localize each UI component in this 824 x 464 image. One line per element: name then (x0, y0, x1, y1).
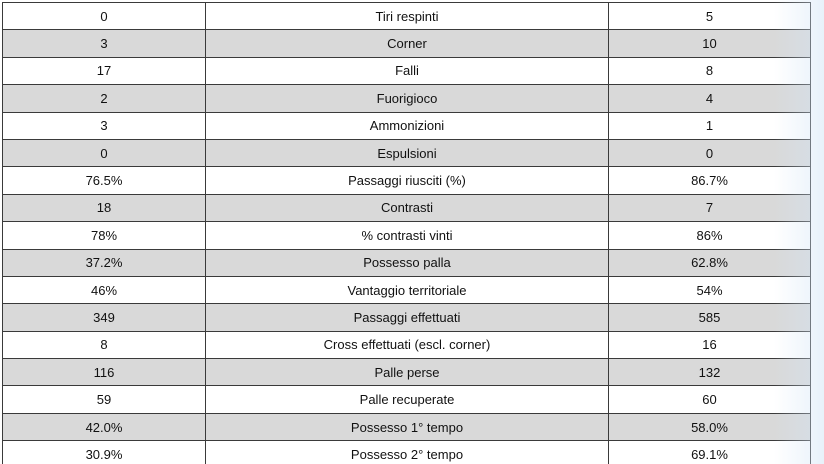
stat-label: Possesso 1° tempo (206, 413, 609, 440)
stat-label: Possesso 2° tempo (206, 441, 609, 464)
stat-label: Tiri respinti (206, 3, 609, 30)
table-row (3, 331, 811, 358)
home-value: 30.9% (3, 441, 206, 464)
table-row (3, 386, 811, 413)
away-value: 10 (609, 30, 811, 57)
table-row (3, 249, 811, 276)
away-value: 86.7% (609, 167, 811, 194)
table-row (3, 85, 811, 112)
away-value: 585 (609, 304, 811, 331)
stat-label: Possesso palla (206, 249, 609, 276)
stat-label: Palle perse (206, 359, 609, 386)
table-row (3, 413, 811, 440)
stat-label: Espulsioni (206, 139, 609, 166)
away-value: 4 (609, 85, 811, 112)
home-value: 2 (3, 85, 206, 112)
table-row (3, 112, 811, 139)
home-value: 3 (3, 112, 206, 139)
table-row (3, 30, 811, 57)
table-row (3, 167, 811, 194)
stat-label: Ammonizioni (206, 112, 609, 139)
table-row (3, 276, 811, 303)
away-value: 7 (609, 194, 811, 221)
away-value: 1 (609, 112, 811, 139)
stat-label: Cross effettuati (escl. corner) (206, 331, 609, 358)
home-value: 116 (3, 359, 206, 386)
away-value: 86% (609, 222, 811, 249)
home-value: 8 (3, 331, 206, 358)
table-row (3, 194, 811, 221)
home-value: 3 (3, 30, 206, 57)
home-value: 18 (3, 194, 206, 221)
table-row (3, 3, 811, 30)
table-row (3, 222, 811, 249)
stat-label: Passaggi riusciti (%) (206, 167, 609, 194)
table-row (3, 139, 811, 166)
table-row (3, 57, 811, 84)
away-value: 0 (609, 139, 811, 166)
table-row (3, 359, 811, 386)
home-value: 42.0% (3, 413, 206, 440)
away-value: 16 (609, 331, 811, 358)
home-value: 0 (3, 139, 206, 166)
away-value: 54% (609, 276, 811, 303)
home-value: 46% (3, 276, 206, 303)
home-value: 76.5% (3, 167, 206, 194)
stat-label: Palle recuperate (206, 386, 609, 413)
home-value: 78% (3, 222, 206, 249)
away-value: 69.1% (609, 441, 811, 464)
home-value: 349 (3, 304, 206, 331)
stat-label: % contrasti vinti (206, 222, 609, 249)
stat-label: Contrasti (206, 194, 609, 221)
stat-label: Vantaggio territoriale (206, 276, 609, 303)
away-value: 58.0% (609, 413, 811, 440)
away-value: 5 (609, 3, 811, 30)
table-row (3, 441, 811, 464)
stat-label: Falli (206, 57, 609, 84)
home-value: 17 (3, 57, 206, 84)
away-value: 8 (609, 57, 811, 84)
stat-label: Fuorigioco (206, 85, 609, 112)
stat-label: Corner (206, 30, 609, 57)
away-value: 60 (609, 386, 811, 413)
home-value: 37.2% (3, 249, 206, 276)
match-stats-table (2, 2, 811, 464)
table-row (3, 304, 811, 331)
match-stats-body (3, 3, 811, 464)
away-value: 62.8% (609, 249, 811, 276)
stat-label: Passaggi effettuati (206, 304, 609, 331)
home-value: 0 (3, 3, 206, 30)
away-value: 132 (609, 359, 811, 386)
home-value: 59 (3, 386, 206, 413)
